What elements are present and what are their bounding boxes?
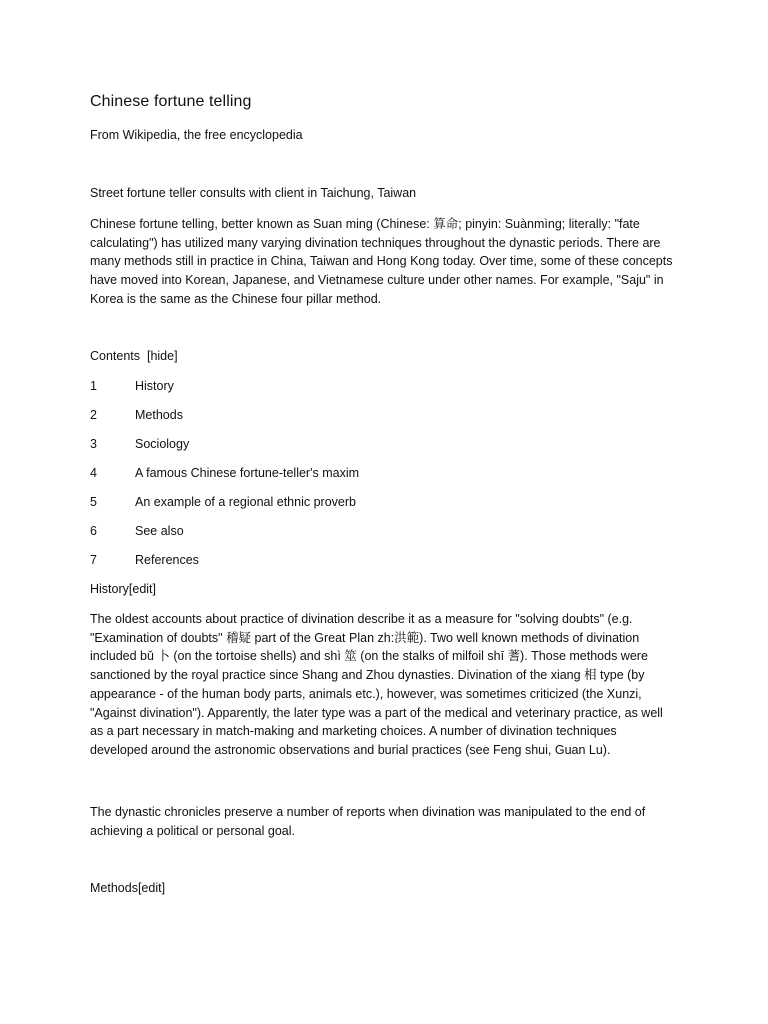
tagline: From Wikipedia, the free encyclopedia — [90, 128, 303, 142]
toc-link[interactable]: See also — [135, 524, 184, 538]
edit-link[interactable]: [edit] — [137, 881, 166, 895]
toc-link[interactable]: History — [135, 379, 174, 393]
edit-link[interactable]: [edit] — [128, 582, 157, 596]
page-title: Chinese fortune telling — [90, 93, 252, 110]
image-caption: Street fortune teller consults with client in Taichung, Taiwan — [90, 186, 417, 200]
history-paragraph-1: The oldest accounts about practice of divination describe it as a measure for "solving doubts" (e.g. "Examination of doubts" 稽疑 part of the Great Plan zh:洪範). Two well known methods of divination included bǔ 卜 (on the tortoise shells) and shì 筮 (on the stalks of milfoil shī 蓍). Those methods were sanctioned by the royal practice since Shang and Zhou dynasties. Divination of the xiang 相 type (by appearance - of the human body parts, animals etc.), however, was sometimes criticized (the Xunzi, "Against divination"). Apparently, the later type was a part of the medical and veterinary practice, as well as a part necessary in match-making and marketing choices. A number of divination techniques developed around the astronomic observations and burial practices (see Feng shui, Guan Lu). — [90, 612, 663, 757]
toc-number: 2 — [90, 408, 97, 422]
toc-link[interactable]: Sociology — [135, 437, 190, 451]
section-heading-history — [90, 582, 156, 596]
toc-number: 6 — [90, 524, 97, 538]
toc-link[interactable]: An example of a regional ethnic proverb — [135, 495, 356, 509]
toc-number: 7 — [90, 553, 97, 567]
section-title: History — [90, 582, 129, 596]
contents-header — [90, 349, 178, 363]
toc-number: 5 — [90, 495, 97, 509]
toc-link[interactable]: References — [135, 553, 199, 567]
history-paragraph-2: The dynastic chronicles preserve a number of reports when divination was manipulated to the end of achieving a political or personal goal. — [90, 805, 646, 838]
contents-hide-toggle[interactable]: [hide] — [146, 349, 178, 363]
toc-link[interactable]: A famous Chinese fortune-teller's maxim — [135, 466, 360, 480]
toc-link[interactable]: Methods — [135, 408, 183, 422]
toc-number: 3 — [90, 437, 97, 451]
intro-paragraph: Chinese fortune telling, better known as Suan ming (Chinese: 算命; pinyin: Suànmìng; literally: "fate calculating") has utilized many varying divination techniques throughout the dynastic periods. There are many methods still in practice in China, Taiwan and Hong Kong today. Over time, some of these concepts have moved into Korean, Japanese, and Vietnamese culture under other names. For example, "Saju" in Korea is the same as the Chinese four pillar method. — [90, 217, 673, 306]
section-heading-methods — [90, 881, 165, 895]
section-title: Methods — [90, 881, 138, 895]
toc-number: 1 — [90, 379, 97, 393]
contents-label: Contents — [90, 349, 141, 363]
toc-number: 4 — [90, 466, 97, 480]
